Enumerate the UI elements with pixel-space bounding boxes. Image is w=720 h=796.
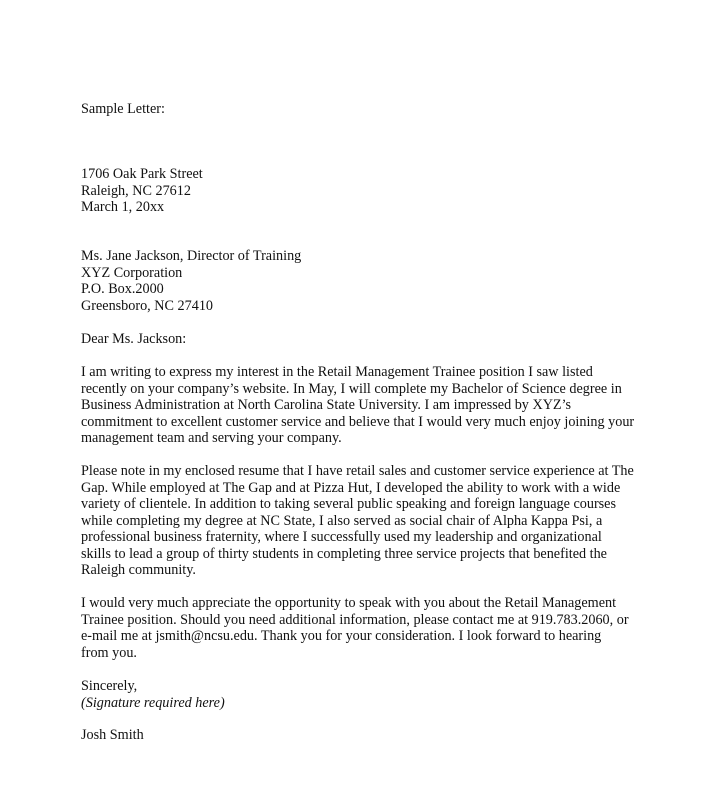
body-paragraph-3	[81, 595, 681, 661]
paragraph-line: Gap. While employed at The Gap and at Pizza Hut, I developed the ability to work with a wide	[81, 479, 621, 496]
closing-text: Sincerely,	[81, 678, 138, 694]
paragraph-line: I am writing to express my interest in the Retail Management Trainee position I saw listed	[81, 364, 593, 380]
paragraph-line: variety of clientele. In addition to taking several public speaking and foreign language courses	[81, 496, 617, 512]
paragraph-line: recently on your company’s website. In May, I will complete my Bachelor of Science degree in	[81, 380, 622, 397]
paragraph-line: Raleigh community.	[81, 562, 196, 578]
sender-address	[81, 166, 681, 216]
paragraph-line: e-mail me at jsmith@ncsu.edu. Thank you for your consideration. I look forward to hearing	[81, 628, 602, 644]
letter-heading	[81, 101, 681, 118]
salutation-text: Dear Ms. Jackson:	[81, 331, 187, 347]
sender-city: Raleigh, NC 27612	[81, 182, 191, 199]
salutation	[81, 331, 681, 348]
paragraph-line: while completing my degree at NC State, I also served as social chair of Alpha Kappa Psi, a	[81, 512, 603, 529]
body-paragraph-1	[81, 364, 681, 447]
closing-block	[81, 678, 681, 711]
recipient-address	[81, 248, 681, 314]
paragraph-line: management team and serving your company.	[81, 430, 342, 446]
letter-date: March 1, 20xx	[81, 199, 165, 215]
recipient-company: XYZ Corporation	[81, 264, 183, 281]
recipient-po-box: P.O. Box.2000	[81, 281, 164, 297]
signer-block	[81, 727, 681, 744]
signer-name: Josh Smith	[81, 727, 144, 743]
paragraph-line: from you.	[81, 644, 137, 661]
paragraph-line: skills to lead a group of thirty students in completing three service projects that benefited the	[81, 545, 607, 562]
paragraph-line: Please note in my enclosed resume that I have retail sales and customer service experience at The	[81, 463, 634, 479]
recipient-name: Ms. Jane Jackson, Director of Training	[81, 248, 302, 264]
heading-text: Sample Letter:	[81, 101, 165, 117]
paragraph-line: professional business fraternity, where I successfully used my leadership and organizational	[81, 529, 602, 545]
signature-note: (Signature required here)	[81, 694, 225, 711]
recipient-city: Greensboro, NC 27410	[81, 297, 214, 314]
paragraph-line: commitment to excellent customer service and believe that I would very much enjoy joining your	[81, 413, 635, 430]
sender-street: 1706 Oak Park Street	[81, 166, 203, 182]
body-paragraph-2	[81, 463, 681, 579]
paragraph-line: Trainee position. Should you need additional information, please contact me at 919.783.2060, or	[81, 611, 629, 628]
paragraph-line: I would very much appreciate the opportunity to speak with you about the Retail Management	[81, 595, 617, 611]
paragraph-line: Business Administration at North Carolina State University. I am impressed by XYZ’s	[81, 397, 572, 413]
